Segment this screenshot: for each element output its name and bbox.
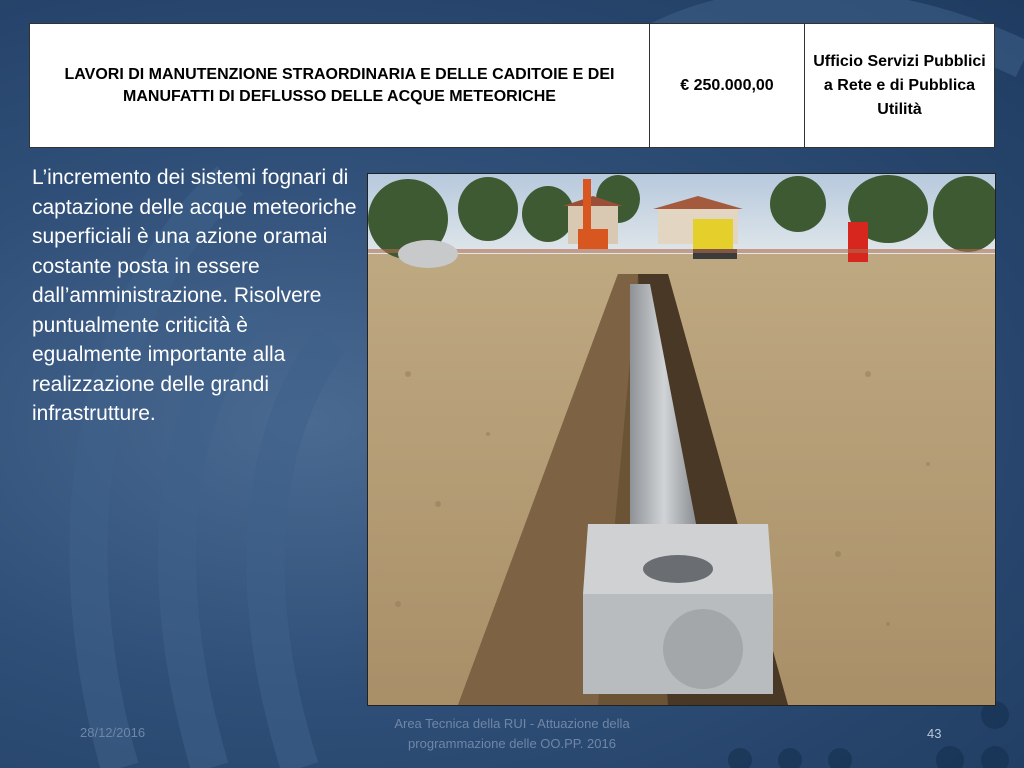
header-table [29, 23, 995, 148]
portable-toilet-icon [848, 222, 868, 262]
page-number: 43 [927, 726, 942, 741]
footer-caption-line1: Area Tecnica della RUI - Attuazione della [394, 716, 630, 731]
footer-caption-line2: programmazione delle OO.PP. 2016 [408, 736, 616, 751]
footer-caption [362, 714, 662, 754]
loader-icon [693, 219, 733, 249]
project-title: LAVORI DI MANUTENZIONE STRAORDINARIA E DELLE CADITOIE E DEI MANUFATTI DI DEFLUSSO DELLE ACQUE METEORICHE [30, 24, 650, 147]
footer-date: 28/12/2016 [80, 725, 146, 740]
photo-illustration [368, 174, 995, 705]
responsible-office: Ufficio Servizi Pubblici a Rete e di Pubblica Utilità [813, 52, 986, 118]
construction-trench-photo [367, 173, 996, 706]
project-amount: € 250.000,00 [650, 24, 805, 147]
description-text: L’incremento dei sistemi fognari di captazione delle acque meteoriche superficiali è una azione oramai costante posta in essere dall’amministrazione. Risolvere puntualmente criticità è egualmente importante alla realizzazione delle grandi infrastrutture. [32, 166, 357, 425]
